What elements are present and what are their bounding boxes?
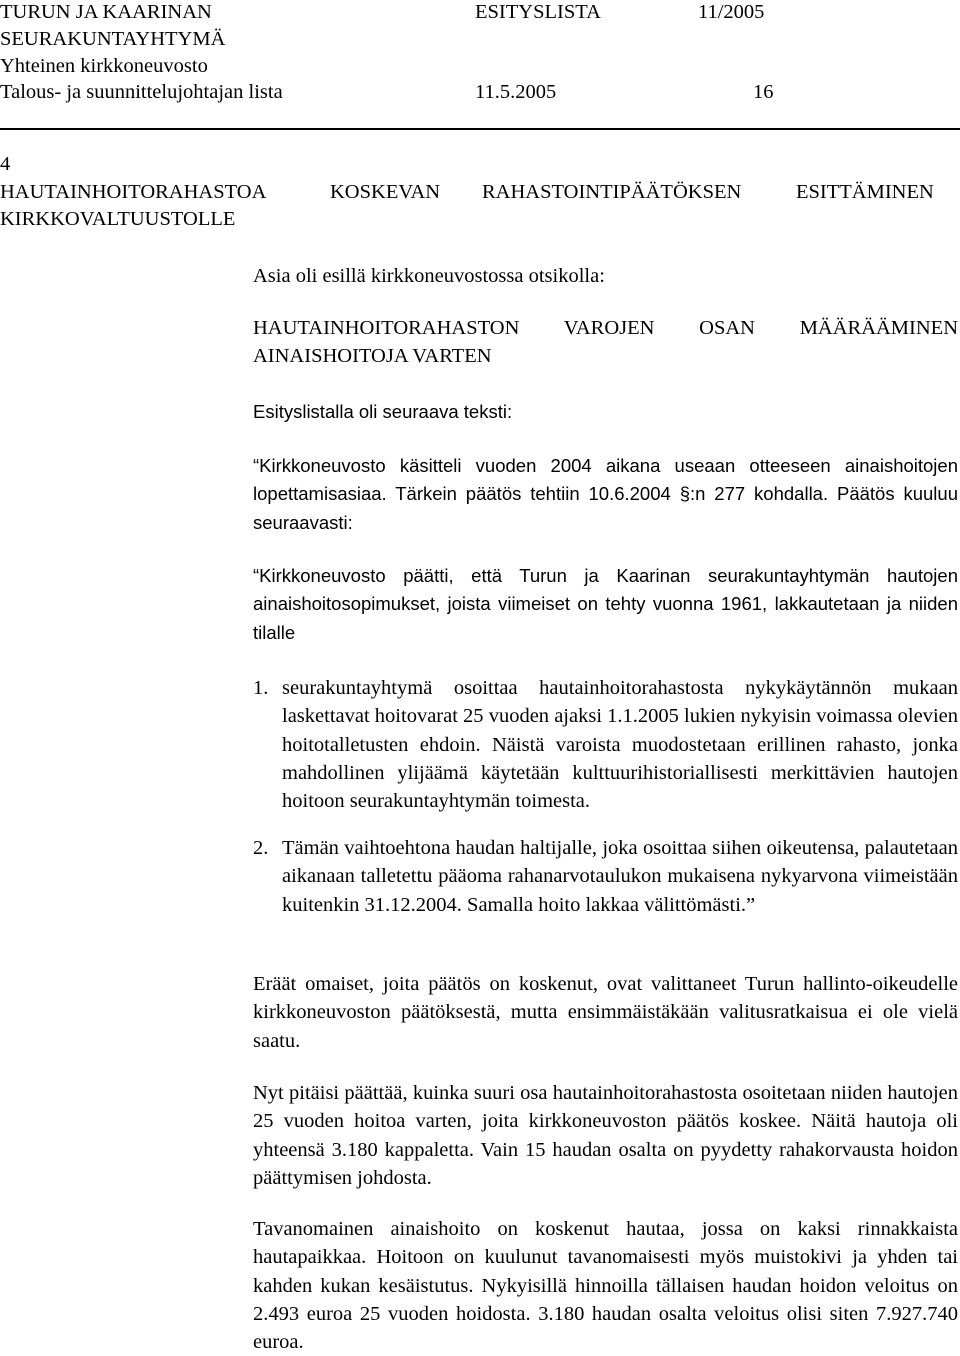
header-org-name-2: SEURAKUNTAYHTYMÄ	[0, 28, 226, 50]
paragraph-appeals: Eräät omaiset, joita päätös on koskenut, ovat valittaneet Turun hallinto-oikeudelle kirkkoneuvoston päätöksestä, mutta ensimmäistäkään valitusratkaisua ei ole vielä saatu.	[253, 973, 958, 1052]
item-title-line-2: KIRKKOVALTUUSTOLLE	[0, 208, 236, 230]
header-org-name: TURUN JA KAARINAN	[0, 1, 212, 23]
item-title-word-1: HAUTAINHOITORAHASTOA	[0, 181, 267, 203]
paragraph-quote-2: “Kirkkoneuvosto päätti, että Turun ja Kaarinan seurakuntayhtymän hautojen ainaishoitosopimukset, joista viimeiset on tehty vuonna 1961, lakkautetaan ja niiden tilalle	[253, 565, 958, 643]
item-title-word-3: RAHASTOINTIPÄÄTÖKSEN	[482, 181, 742, 203]
paragraph-subject: HAUTAINHOITORAHASTON VAROJEN OSAN MÄÄRÄÄMINEN AINAISHOITOJA VARTEN	[253, 317, 958, 368]
item-title-word-4: ESITTÄMINEN	[796, 181, 934, 203]
header-list-name: Talous- ja suunnittelujohtajan lista	[0, 81, 283, 103]
list-item	[253, 674, 958, 815]
header-board: Yhteinen kirkkoneuvosto	[0, 55, 208, 77]
paragraph-agenda-note: Esityslistalla oli seuraava teksti:	[253, 401, 513, 422]
paragraph-quote-1: “Kirkkoneuvosto käsitteli vuoden 2004 aikana useaan otteeseen ainaishoitojen lopettamisasiaa. Tärkein päätös tehtiin 10.6.2004 §:n 277 kohdalla. Päätös kuuluu seuraavasti:	[253, 455, 958, 533]
header-doc-type: ESITYSLISTA	[475, 1, 601, 23]
header-doc-number: 11/2005	[698, 1, 765, 23]
list-item-text: Tämän vaihtoehtona haudan haltijalle, joka osoittaa siihen oikeutensa, palautetaan aikanaan talletettu pääoma rahanarvotaulukon mukaisena nykyarvona viimeistään kuitenkin 31.12.2004. Samalla hoito lakkaa välittömästi.”	[282, 837, 958, 916]
list-item-text: seurakuntayhtymä osoittaa hautainhoitorahastosta nykykäytännön mukaan laskettavat hoitovarat 25 vuoden ajaksi 1.1.2005 lukien nykyisin voimassa olevien hoitotalletusten ehdoin. Näistä varoista muodostetaan erillinen rahasto, jonka mahdollinen ylijäämä käytetään kulttuurihistoriallisesti merkittävien hautojen hoitoon seurakuntayhtymän toimesta.	[282, 677, 958, 813]
paragraph-intro: Asia oli esillä kirkkoneuvostossa otsikolla:	[253, 265, 605, 287]
header-page-number: 16	[753, 81, 774, 103]
list-item-number: 2.	[253, 837, 269, 859]
paragraph-cost: Tavanomainen ainaishoito on koskenut hautaa, jossa on kaksi rinnakkaista hautapaikkaa. Hoitoon on kuulunut tavanomaisesti myös muistokivi ja yhden tai kahden kukan kesäistutus. Nykyisillä hinnoilla tällaisen haudan hoidon veloitus on 2.493 euroa 25 vuoden hoidosta. 3.180 haudan osalta veloitus olisi siten 7.927.740 euroa.	[253, 1218, 958, 1354]
item-title-word-2: KOSKEVAN	[330, 181, 441, 203]
list-item-number: 1.	[253, 677, 269, 699]
header-date: 11.5.2005	[475, 81, 557, 103]
header-divider	[0, 128, 960, 130]
item-number: 4	[0, 153, 11, 175]
list-item	[253, 834, 958, 919]
paragraph-decision: Nyt pitäisi päättää, kuinka suuri osa hautainhoitorahastosta osoitetaan niiden hautojen 25 vuoden hoitoa varten, joita kirkkoneuvoston päätös koskee. Näitä hautoja oli yhteensä 3.180 kappaletta. Vain 15 haudan osalta on pyydetty rahakorvausta hoidon päättymisen johdosta.	[253, 1082, 958, 1189]
